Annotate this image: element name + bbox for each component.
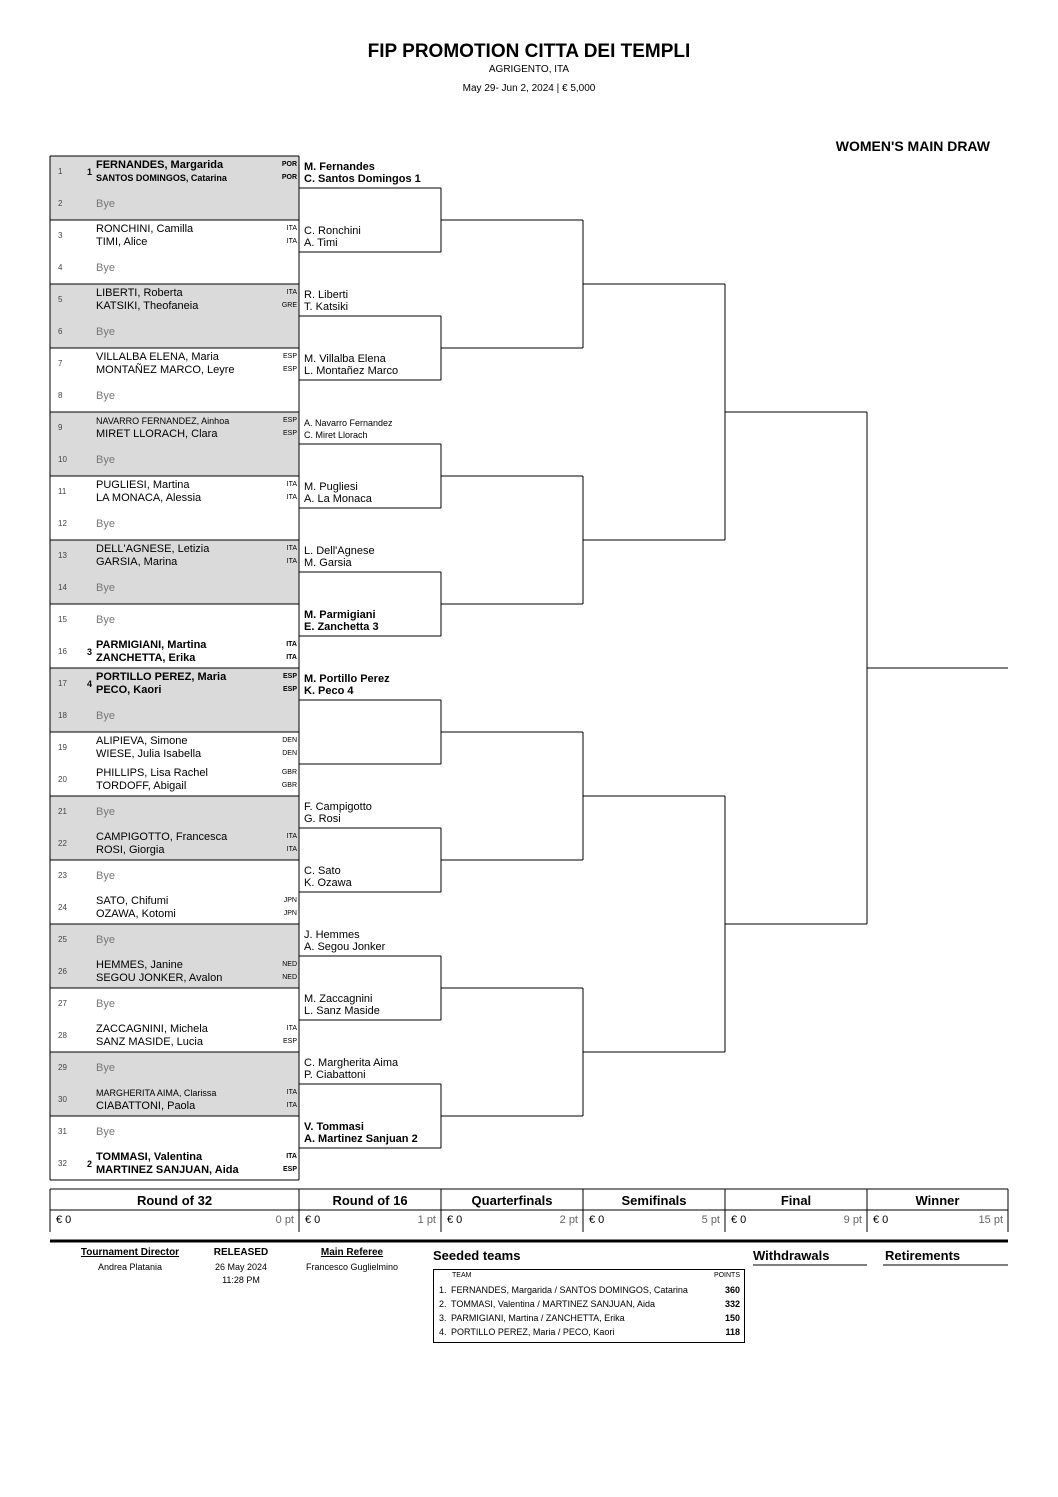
slot-number: 7 <box>58 359 63 368</box>
r16-name-two: P. Ciabattoni <box>304 1069 366 1081</box>
seed-points: 118 <box>725 1327 740 1337</box>
player-two-nation: ITA <box>286 558 297 565</box>
player-one-nation: POR <box>281 161 297 168</box>
player-one: ALIPIEVA, Simone <box>96 735 188 747</box>
player-one-nation: DEN <box>282 737 297 744</box>
r16-name-one: R. Liberti <box>304 289 349 301</box>
slot-number: 31 <box>58 1127 67 1136</box>
round-points: 5 pt <box>701 1214 720 1226</box>
slot-number: 21 <box>58 807 67 816</box>
player-two-nation: DEN <box>282 750 297 757</box>
round-prize: € 0 <box>731 1214 747 1226</box>
bye-label: Bye <box>96 582 115 594</box>
bye-label: Bye <box>96 870 115 882</box>
r16-name-one: L. Dell'Agnese <box>304 545 375 557</box>
bye-label: Bye <box>96 614 115 626</box>
r16-name-two: T. Katsiki <box>304 301 349 313</box>
player-one-nation: ESP <box>282 673 297 680</box>
player-two: SANZ MASIDE, Lucia <box>96 1036 203 1048</box>
round-prize: € 0 <box>589 1214 605 1226</box>
r16-name-two: E. Zanchetta 3 <box>304 621 379 633</box>
round-prize: € 0 <box>447 1214 463 1226</box>
player-one: NAVARRO FERNANDEZ, Ainhoa <box>96 416 230 426</box>
slot-number: 18 <box>58 711 67 720</box>
player-one: PORTILLO PEREZ, Maria <box>96 671 227 683</box>
player-one-nation: ITA <box>286 1025 297 1032</box>
seed-points: 360 <box>724 1285 740 1295</box>
r16-name-one: M. Zaccagnini <box>304 993 373 1005</box>
player-one-nation: ESP <box>282 353 297 360</box>
seed-team: PARMIGIANI, Martina / ZANCHETTA, Erika <box>451 1313 625 1323</box>
player-two-nation: ITA <box>286 238 297 245</box>
player-one: FERNANDES, Margarida <box>96 159 224 171</box>
slot-number: 15 <box>58 615 67 624</box>
r16-name-one: C. Ronchini <box>304 225 361 237</box>
round-prize: € 0 <box>873 1214 889 1226</box>
player-one: DELL'AGNESE, Letizia <box>96 543 210 555</box>
r16-name-two: A. Timi <box>304 237 338 249</box>
slot-number: 28 <box>58 1031 67 1040</box>
r16-name-two: K. Peco 4 <box>304 685 354 697</box>
r16-name-two: L. Sanz Maside <box>304 1005 380 1017</box>
player-one-nation: ITA <box>286 1089 297 1096</box>
bye-label: Bye <box>96 934 115 946</box>
player-two: OZAWA, Kotomi <box>96 908 176 920</box>
player-one-nation: ITA <box>286 225 297 232</box>
bye-label: Bye <box>96 1062 115 1074</box>
round-prize: € 0 <box>56 1214 72 1226</box>
r16-name-one: M. Pugliesi <box>304 481 358 493</box>
player-two-nation: ITA <box>286 494 297 501</box>
r16-name-one: M. Parmigiani <box>304 609 376 621</box>
seed-team: PORTILLO PEREZ, Maria / PECO, Kaori <box>451 1327 615 1337</box>
player-one-nation: ITA <box>286 833 297 840</box>
slot-number: 20 <box>58 775 67 784</box>
round-points: 0 pt <box>275 1214 294 1226</box>
slot-number: 3 <box>58 231 63 240</box>
seed-points: 150 <box>724 1313 740 1323</box>
round-points: 15 pt <box>978 1214 1003 1226</box>
round-header: Round of 16 <box>332 1193 408 1208</box>
seed-number: 1 <box>87 167 93 177</box>
player-two: SANTOS DOMINGOS, Catarina <box>96 173 227 183</box>
seed-number: 3 <box>87 647 93 657</box>
points-column-header: POINTS <box>713 1272 740 1279</box>
player-one: PHILLIPS, Lisa Rachel <box>96 767 208 779</box>
r16-name-one: F. Campigotto <box>304 801 372 813</box>
seed-team: FERNANDES, Margarida / SANTOS DOMINGOS, Catarina <box>451 1285 688 1295</box>
player-one-nation: NED <box>282 961 297 968</box>
slot-number: 19 <box>58 743 67 752</box>
slot-number: 23 <box>58 871 67 880</box>
player-one-nation: JPN <box>283 897 297 904</box>
slot-number: 5 <box>58 295 63 304</box>
player-one-nation: GBR <box>281 769 297 776</box>
r16-name-one: M. Fernandes <box>304 161 375 173</box>
slot-number: 26 <box>58 967 67 976</box>
player-two-nation: JPN <box>283 910 297 917</box>
seeded-team-row <box>434 1283 744 1297</box>
bye-label: Bye <box>96 262 115 274</box>
player-two-nation: ESP <box>282 430 297 437</box>
r16-name-one: C. Sato <box>304 865 341 877</box>
bye-label: Bye <box>96 806 115 818</box>
player-one: VILLALBA ELENA, Maria <box>96 351 219 363</box>
slot-number: 2 <box>58 199 63 208</box>
slot-number: 29 <box>58 1063 67 1072</box>
player-one: TOMMASI, Valentina <box>96 1151 203 1163</box>
bye-label: Bye <box>96 710 115 722</box>
player-two-nation: GBR <box>281 782 297 789</box>
r16-name-two: K. Ozawa <box>304 877 352 889</box>
director-name: Andrea Platania <box>97 1262 163 1272</box>
player-two: MARTINEZ SANJUAN, Aida <box>96 1164 239 1176</box>
round-header: Quarterfinals <box>471 1193 553 1208</box>
seeded-team-row <box>434 1311 744 1325</box>
slot-number: 22 <box>58 839 67 848</box>
bye-label: Bye <box>96 1126 115 1138</box>
tournament-location: AGRIGENTO, ITA <box>488 64 570 75</box>
player-two: MONTAÑEZ MARCO, Leyre <box>96 364 235 376</box>
round-header: Winner <box>915 1193 960 1208</box>
bye-label: Bye <box>96 518 115 530</box>
seed-index: 4. <box>439 1327 447 1337</box>
player-two: ROSI, Giorgia <box>96 844 165 856</box>
r16-name-one: C. Margherita Aima <box>304 1057 399 1069</box>
slot-number: 30 <box>58 1095 67 1104</box>
slot-number: 25 <box>58 935 67 944</box>
player-one: CAMPIGOTTO, Francesca <box>96 831 228 843</box>
r16-name-two: G. Rosi <box>304 813 341 825</box>
player-two-nation: GRE <box>281 302 297 309</box>
player-one: RONCHINI, Camilla <box>96 223 194 235</box>
slot-number: 11 <box>58 487 67 496</box>
tournament-title: FIP PROMOTION CITTA DEI TEMPLI <box>367 41 691 62</box>
slot-number: 16 <box>58 647 67 656</box>
player-one: SATO, Chifumi <box>96 895 169 907</box>
r16-name-one: V. Tommasi <box>304 1121 364 1133</box>
player-one: ZACCAGNINI, Michela <box>96 1023 208 1035</box>
player-one-nation: ITA <box>286 481 297 488</box>
r16-name-two: M. Garsia <box>304 557 352 569</box>
round-prize: € 0 <box>305 1214 321 1226</box>
r16-name-one: A. Navarro Fernandez <box>304 418 393 428</box>
round-points: 1 pt <box>417 1214 436 1226</box>
player-two: LA MONACA, Alessia <box>96 492 202 504</box>
slot-number: 1 <box>58 167 63 176</box>
seed-team: TOMMASI, Valentina / MARTINEZ SANJUAN, Aida <box>451 1299 656 1309</box>
r16-name-two: A. Martinez Sanjuan 2 <box>304 1133 418 1145</box>
player-two: TORDOFF, Abigail <box>96 780 187 792</box>
slot-number: 10 <box>58 455 67 464</box>
player-one: PUGLIESI, Martina <box>96 479 190 491</box>
player-two-nation: ESP <box>282 686 297 693</box>
bye-label: Bye <box>96 998 115 1010</box>
draw-name: WOMEN'S MAIN DRAW <box>835 138 990 154</box>
withdrawals-title: Withdrawals <box>753 1248 830 1263</box>
r16-name-two: L. Montañez Marco <box>304 365 399 377</box>
slot-number: 8 <box>58 391 63 400</box>
player-two: CIABATTONI, Paola <box>96 1100 196 1112</box>
player-one: LIBERTI, Roberta <box>96 287 183 299</box>
seeded-team-row <box>434 1297 744 1311</box>
referee-name: Francesco Guglielmino <box>305 1262 399 1272</box>
player-one-nation: ITA <box>286 641 297 648</box>
player-two: ZANCHETTA, Erika <box>96 652 196 664</box>
seeded-team-row <box>434 1325 744 1339</box>
player-two-nation: ITA <box>286 1102 297 1109</box>
r16-name-one: M. Portillo Perez <box>304 673 390 685</box>
player-two: PECO, Kaori <box>96 684 162 696</box>
player-two-nation: ESP <box>282 1038 297 1045</box>
player-two: MIRET LLORACH, Clara <box>96 428 218 440</box>
seed-number: 4 <box>87 679 93 689</box>
player-one-nation: ITA <box>286 1153 297 1160</box>
player-two-nation: ESP <box>282 1166 297 1173</box>
player-two-nation: ESP <box>282 366 297 373</box>
r16-name-two: C. Santos Domingos 1 <box>304 173 421 185</box>
player-one: HEMMES, Janine <box>96 959 183 971</box>
slot-number: 4 <box>58 263 63 272</box>
round-points: 9 pt <box>843 1214 862 1226</box>
player-one-nation: ITA <box>286 289 297 296</box>
player-one-nation: ITA <box>286 545 297 552</box>
r16-name-two: A. La Monaca <box>304 493 372 505</box>
player-two-nation: POR <box>281 174 297 181</box>
player-two-nation: ITA <box>286 846 297 853</box>
seeded-teams-title: Seeded teams <box>433 1248 521 1263</box>
referee-label: Main Referee <box>320 1247 384 1258</box>
round-points: 2 pt <box>559 1214 578 1226</box>
seeded-teams-table <box>433 1269 745 1343</box>
round-header: Semifinals <box>621 1193 687 1208</box>
player-one: PARMIGIANI, Martina <box>96 639 207 651</box>
r16-name-one: M. Villalba Elena <box>304 353 386 365</box>
player-two: TIMI, Alice <box>96 236 148 248</box>
slot-number: 12 <box>58 519 67 528</box>
slot-number: 27 <box>58 999 67 1008</box>
released-label: RELEASED <box>213 1247 269 1258</box>
slot-number: 9 <box>58 423 63 432</box>
slot-number: 14 <box>58 583 67 592</box>
player-two: WIESE, Julia Isabella <box>96 748 202 760</box>
released-date: 26 May 2024 <box>214 1262 268 1272</box>
player-one: MARGHERITA AIMA, Clarissa <box>96 1088 217 1098</box>
player-two: GARSIA, Marina <box>96 556 178 568</box>
director-label: Tournament Director <box>80 1247 180 1258</box>
player-two: KATSIKI, Theofaneia <box>96 300 199 312</box>
seed-points: 332 <box>724 1299 740 1309</box>
round-header: Round of 32 <box>136 1193 213 1208</box>
player-one-nation: ESP <box>282 417 297 424</box>
tournament-dates: May 29- Jun 2, 2024 | € 5,000 <box>462 83 596 94</box>
bye-label: Bye <box>96 454 115 466</box>
slot-number: 17 <box>58 679 67 688</box>
seed-index: 2. <box>439 1299 447 1309</box>
released-time: 11:28 PM <box>222 1275 260 1285</box>
bye-label: Bye <box>96 390 115 402</box>
slot-number: 32 <box>58 1159 67 1168</box>
player-two-nation: ITA <box>286 654 297 661</box>
seed-index: 3. <box>439 1313 447 1323</box>
retirements-title: Retirements <box>885 1248 961 1263</box>
r16-name-two: C. Miret Llorach <box>304 430 368 440</box>
slot-number: 6 <box>58 327 63 336</box>
bye-label: Bye <box>96 198 115 210</box>
slot-number: 24 <box>58 903 67 912</box>
seed-index: 1. <box>439 1285 447 1295</box>
r16-name-one: J. Hemmes <box>304 929 360 941</box>
slot-number: 13 <box>58 551 67 560</box>
player-two-nation: NED <box>282 974 297 981</box>
player-two: SEGOU JONKER, Avalon <box>96 972 223 984</box>
seed-number: 2 <box>87 1159 93 1169</box>
round-header: Final <box>780 1193 812 1208</box>
r16-name-two: A. Segou Jonker <box>304 941 386 953</box>
bye-label: Bye <box>96 326 115 338</box>
team-column-header: TEAM <box>452 1272 472 1279</box>
